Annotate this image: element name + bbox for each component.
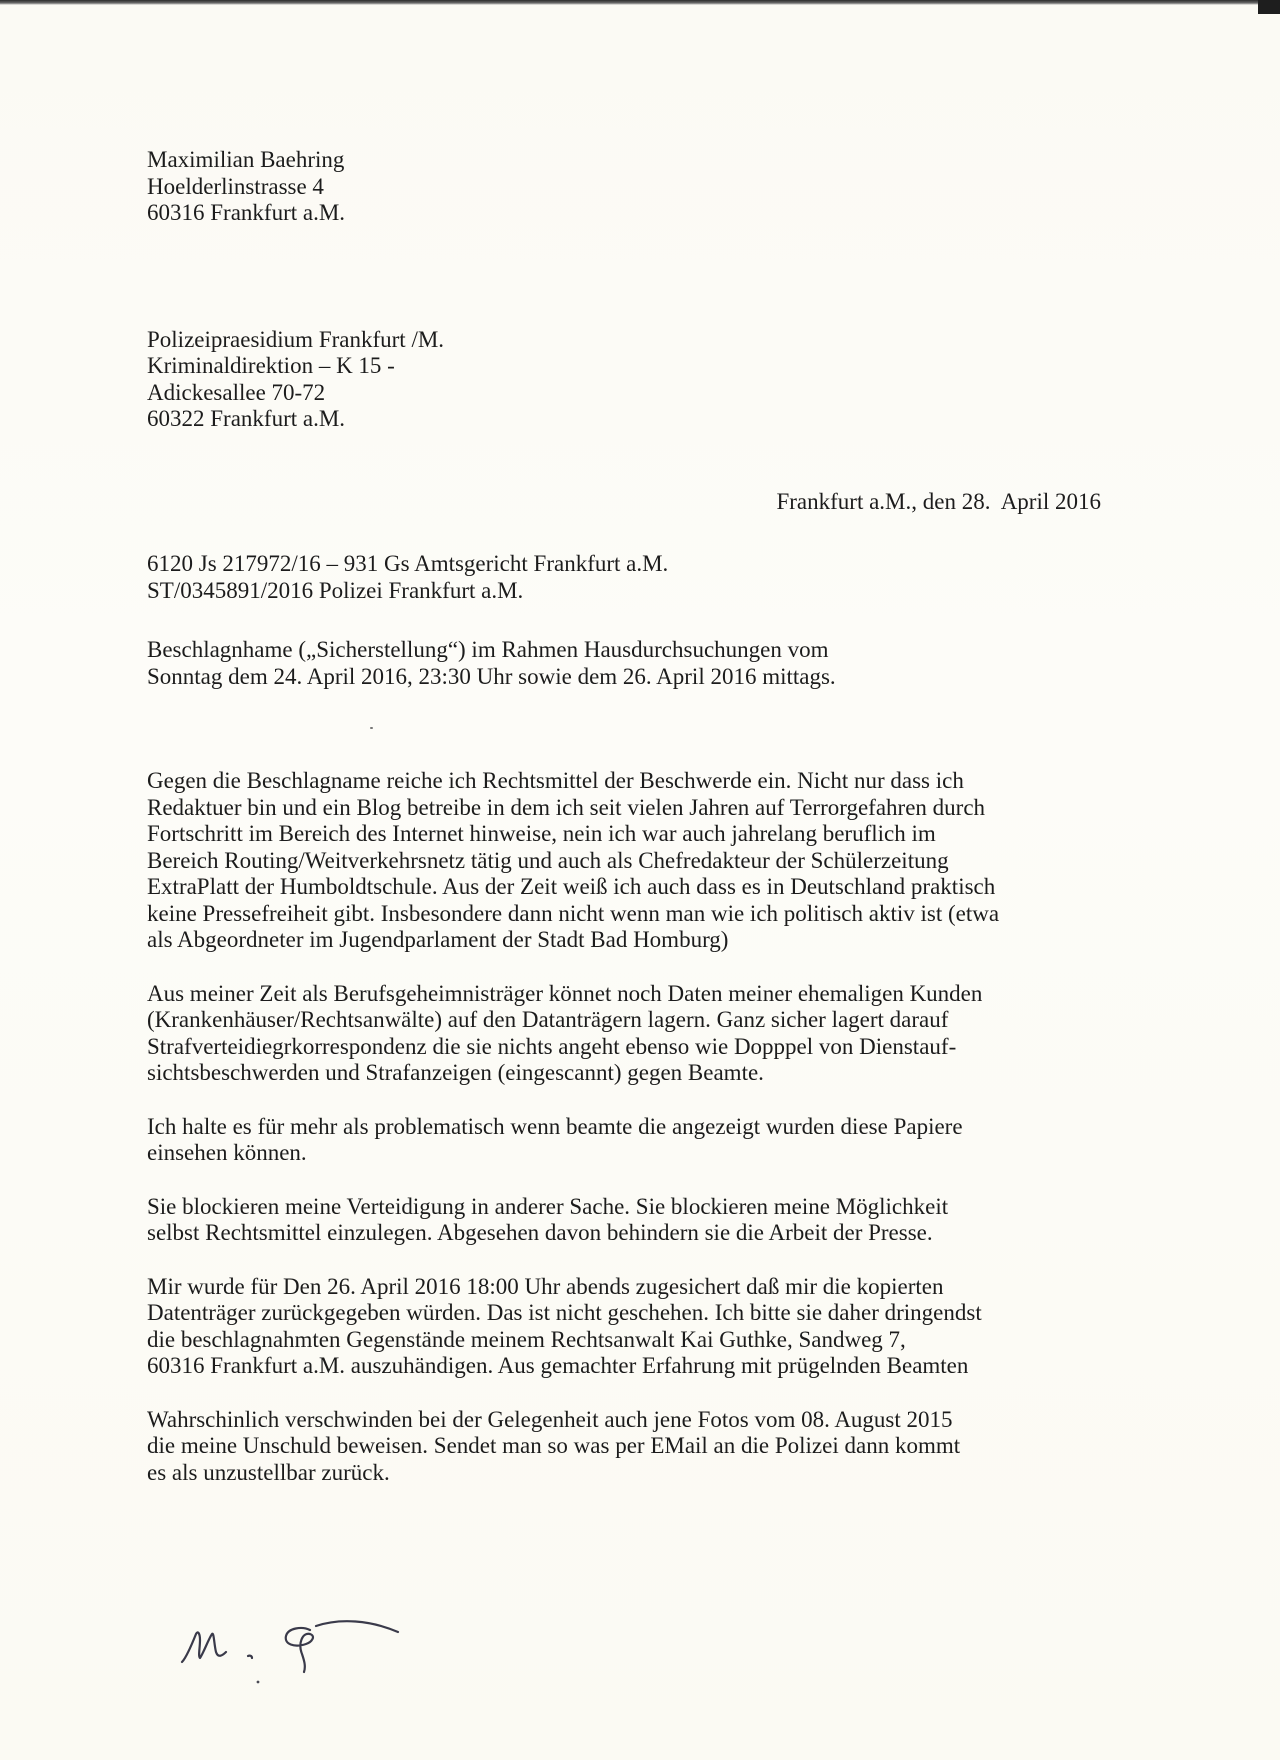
paragraph [147, 1274, 1107, 1380]
subject-text: Beschlagnhame („Sicherstellung“) im Rahmen Hausdurchsuchungen vom [147, 637, 829, 662]
paragraph-line: Gegen die Beschlagname reiche ich Rechtsmittel der Beschwerde ein. Nicht nur dass ich [147, 768, 964, 793]
sender-street: Hoelderlinstrasse 4 [147, 173, 324, 199]
paragraph-line: Strafverteidiegrkorrespondenz die sie nichts angeht ebenso wie Dopppel von Dienstauf- [147, 1033, 957, 1059]
paragraph-line: 60316 Frankfurt a.M. auszuhändigen. Aus gemachter Erfahrung mit prügelnden Beamten [147, 1353, 969, 1378]
paragraph [147, 1114, 1107, 1167]
sender-name: Maximilian Baehring [147, 147, 345, 172]
paragraph-line: sichtsbeschwerden und Strafanzeigen (eingescannt) gegen Beamte. [147, 1060, 764, 1085]
signature-stroke [182, 1632, 226, 1662]
reference-numbers [147, 551, 1107, 604]
paragraph-line: (Krankenhäuser/Rechtsanwälte) auf den Datanträgern lagern. Ganz sicher lagert darauf [147, 1007, 949, 1032]
paragraph-line: Wahrschinlich verschwinden bei der Gelegenheit auch jene Fotos vom 08. August 2015 [147, 1406, 953, 1432]
sender-address [147, 147, 1107, 227]
paragraph-line: als Abgeordneter im Jugendparlament der Stadt Bad Homburg) [147, 927, 729, 952]
paragraph-line: einsehen können. [147, 1140, 307, 1165]
paragraph [147, 981, 1107, 1087]
subject-line [147, 637, 1107, 690]
paragraph [147, 768, 1107, 954]
paragraph-line: Fortschritt im Bereich des Internet hinweise, nein ich war auch jahrelang beruflich im [147, 821, 936, 846]
letter-body [147, 147, 1107, 1513]
subject-text: Sonntag dem 24. April 2016, 23:30 Uhr sowie dem 26. April 2016 mittags. [147, 663, 836, 689]
signature-dot [257, 1681, 260, 1684]
recipient-line: Polizeipraesidium Frankfurt /M. [147, 326, 445, 352]
scan-edge-corner [1258, 0, 1280, 14]
recipient-line: 60322 Frankfurt a.M. [147, 406, 346, 431]
paragraph [147, 1194, 1107, 1247]
recipient-line: Kriminaldirektion – K 15 - [147, 353, 395, 378]
paragraph [147, 1407, 1107, 1487]
letter-paragraphs [147, 768, 1107, 1486]
reference-line: 6120 Js 217972/16 – 931 Gs Amtsgericht Frankfurt a.M. [147, 551, 669, 576]
reference-line: ST/0345891/2016 Polizei Frankfurt a.M. [147, 577, 524, 603]
handwritten-signature [170, 1600, 450, 1690]
recipient-line: Adickesallee 70-72 [147, 379, 326, 405]
paragraph-line: selbst Rechtsmittel einzulegen. Abgesehen davon behindern sie die Arbeit der Presse. [147, 1220, 933, 1245]
paragraph-line: Mir wurde für Den 26. April 2016 18:00 Uhr abends zugesichert daß mir die kopierten [147, 1273, 944, 1299]
paragraph-line: Sie blockieren meine Verteidigung in anderer Sache. Sie blockieren meine Möglichkeit [147, 1193, 949, 1219]
paragraph-line: es als unzustellbar zurück. [147, 1459, 390, 1485]
paragraph-line: ExtraPlatt der Humboldtschule. Aus der Zeit weiß ich auch dass es in Deutschland praktisch [147, 874, 996, 899]
paragraph-line: Datenträger zurückgegeben würden. Das ist nicht geschehen. Ich bitte sie daher dringendst [147, 1300, 982, 1325]
paragraph-line: Bereich Routing/Weitverkehrsnetz tätig und auch als Chefredakteur der Schülerzeitung [147, 847, 949, 873]
paragraph-line: Ich halte es für mehr als problematisch wenn beamte die angezeigt wurden diese Papiere [147, 1113, 963, 1139]
paragraph-line: die meine Unschuld beweisen. Sendet man so was per EMail an die Polizei dann kommt [147, 1433, 961, 1458]
paragraph-line: Aus meiner Zeit als Berufsgeheimnisträger könnet noch Daten meiner ehemaligen Kunden [147, 980, 983, 1006]
paragraph-line: Redaktuer bin und ein Blog betreibe in dem ich seit vielen Jahren auf Terrorgefahren durch [147, 794, 986, 820]
place-and-date [147, 489, 1107, 516]
paragraph-line: keine Pressefreiheit gibt. Insbesondere dann nicht wenn man wie ich politisch aktiv ist (etwa [147, 900, 1000, 926]
sender-city: 60316 Frankfurt a.M. [147, 200, 346, 225]
signature-stroke [286, 1628, 313, 1672]
recipient-address [147, 327, 1107, 433]
signature-stroke [316, 1621, 398, 1632]
scan-edge-top [0, 0, 1280, 5]
date-text: Frankfurt a.M., den 28. April 2016 [776, 488, 1101, 514]
scan-speck [370, 727, 373, 729]
signature-stroke [248, 1656, 252, 1658]
paragraph-line: die beschlagnahmten Gegenstände meinem Rechtsanwalt Kai Guthke, Sandweg 7, [147, 1326, 906, 1352]
